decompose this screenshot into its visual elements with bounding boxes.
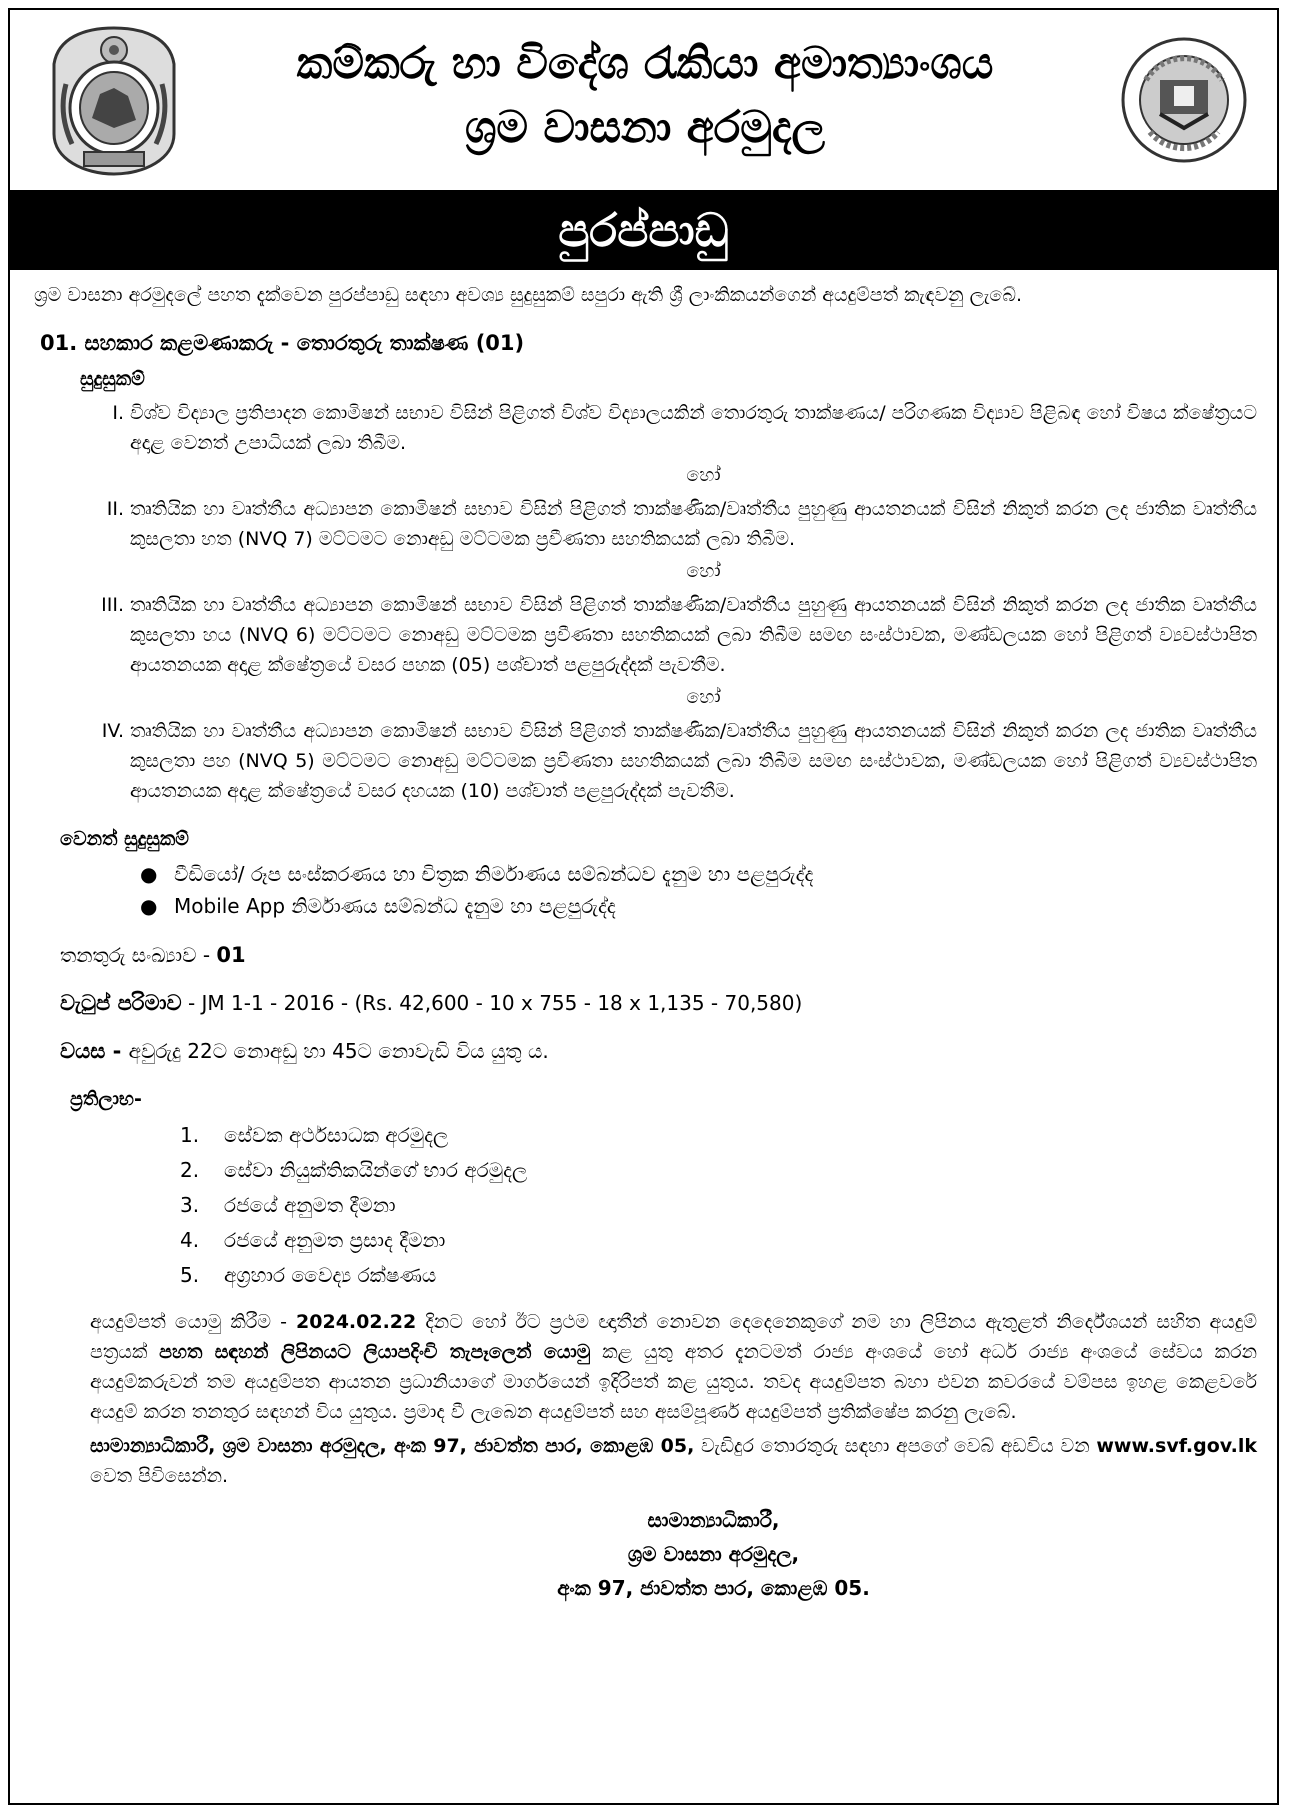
header (10, 10, 1277, 188)
qualification-item (101, 716, 1257, 806)
item-number: III. (101, 594, 124, 616)
qualification-item (112, 398, 1257, 458)
list-item: ● වීඩියෝ/ රූප සංස්කරණය හා චිත්‍රක නිර්මාණය සම්බන්ධව දැනුම හා පළපුරුද්ද (140, 858, 1277, 890)
benefits-heading: ප්‍රතිලාභ- (70, 1088, 142, 1110)
position-title: 01. සහකාර කළමණාකරු - තොරතුරු තාක්ෂණ (01) (40, 331, 525, 355)
list-item: 2. සේවා නියුක්තිකයින්ගේ භාර අරමුදල (180, 1158, 528, 1182)
item-number: IV. (101, 720, 124, 742)
signature-block (150, 1503, 1277, 1605)
other-qualifications-list (140, 858, 1277, 922)
vacancies-count: තනතුරු සංඛ්‍යාව - 01 (60, 943, 246, 967)
qualifications-heading: සුදුසුකම් (80, 368, 145, 390)
fund-seal-icon (1120, 36, 1248, 164)
application-instructions: අයදුම්පත් යොමු කිරීම - 2024.02.22 දිනට හෝ ඊට ප්‍රථම ඥාතීන් නොවන දෙදෙනෙකුගේ නම හා ලිපිනය ඇතුළත් නිර්දේශයන් සහිත අයදුම් පත්‍රයක් පහත සඳහන් ලිපිනයට ලියාපදිංචි තැපෑලෙන් යොමු කළ යුතු අතර දැනටමත් රාජ්‍ය අංශයේ හෝ අර්ධ රාජ්‍ය අංශයේ සේවය කරන අයදුම්කරුවන් තම අයදුම්පත ආයතන ප්‍රධානියාගේ මාර්ගයෙන් ඉදිරිපත් කළ යුතුය. තවද අයදුම්පත බහා එවන කවරයේ වම්පස ඉහළ කෙළවරේ අයදුම් කරන තනතුර සඳහන් විය යුතුය. ප්‍රමාද වී ලැබෙන අයදුම්පත් සහ අසම්පූර්ණ අයදුම්පත් ප්‍රතික්ෂේප කරනු ලැබේ. (90, 1311, 1258, 1423)
signature-line: සාමාන්‍යාධිකාරී, (647, 1508, 780, 1532)
fund-title: ශ්‍රම වාසනා අරමුදල (464, 102, 826, 153)
website-link[interactable]: www.svf.gov.lk (1096, 1435, 1257, 1457)
qualification-item (101, 590, 1257, 680)
ministry-title: කම්කරු හා විදේශ රැකියා අමාත්‍යාංශය (296, 38, 994, 89)
intro-paragraph: ශ්‍රම වාසනා අරමුදලේ පහත දැක්වෙන පුරප්පාඩු සඳහා අවශ්‍ය සුදුසුකම් සපුරා ඇති ශ්‍රී ලාංකිකයන්ගෙන් අයදුම්පත් කැඳවනු ලැබේ. (34, 284, 1022, 306)
sri-lanka-emblem-icon (44, 24, 184, 178)
vacancies-banner: පුරප්පාඩු (10, 190, 1277, 270)
other-qualifications-heading: වෙනත් සුදුසුකම් (60, 828, 189, 850)
deadline-date: 2024.02.22 (296, 1311, 417, 1333)
item-number: I. (112, 402, 124, 424)
signature-line: අංක 97, ජාවත්ත පාර, කොළඹ 05. (557, 1576, 870, 1600)
age-limit: වයස - අවුරුදු 22ට නොඅඩු හා 45ට නොවැඩි විය යුතු ය. (60, 1039, 549, 1063)
item-text: තෘතියික හා වෘත්තීය අධ්‍යාපන කොමිෂන් සභාව විසින් පිළිගත් තාක්ෂණික/වෘත්තීය පුහුණු ආයතනයක් විසින් නිකුත් කරන ලද ජාතික වෘත්තීය කුසලතා හත (NVQ 7) මට්ටමට නොඅඩු මට්ටමක ප්‍රවීණතා සහතිකයක් ලබා තිබීම. (130, 498, 1257, 550)
item-number: II. (106, 498, 124, 520)
list-item: 1. සේවක අර්ථසාධක අරමුදල (180, 1123, 449, 1147)
notice-frame (8, 8, 1279, 1805)
address-paragraph: සාමාන්‍යාධිකාරී, ශ්‍රම වාසනා අරමුදල, අංක 97, ජාවත්ත පාර, කොළඹ 05, වැඩිදුර තොරතුරු සඳහා අපගේ වෙබ් අඩවිය වන www.svf.gov.lk වෙත පිවිසෙන්න. (90, 1435, 1257, 1487)
item-text: තෘතියික හා වෘත්තීය අධ්‍යාපන කොමිෂන් සභාව විසින් පිළිගත් තාක්ෂණික/වෘත්තීය පුහුණු ආයතනයක් විසින් නිකුත් කරන ලද ජාතික වෘත්තීය කුසලතා හය (NVQ 6) මට්ටමට නොඅඩු මට්ටමක ප්‍රවීණතා සහතිකයක් ලබා තිබීම සමඟ සංස්ථාවක, මණ්ඩලයක හෝ පිළිගත් ව්‍යවස්ථාපිත ආයතනයක අදාළ ක්ෂේත්‍රයේ වසර පහක (05) පශ්චාත් පළපුරුද්දක් පැවතීම. (130, 594, 1257, 676)
salary-scale: වැටුප් පරිමාව - JM 1-1 - 2016 - (Rs. 42,600 - 10 x 755 - 18 x 1,135 - 70,580) (60, 991, 803, 1015)
signature-line: ශ්‍රම වාසනා අරමුදල, (627, 1542, 800, 1566)
bullet-icon: ● (140, 894, 158, 918)
benefits-list (180, 1118, 1277, 1293)
notice-body (10, 272, 1277, 1605)
list-item: 4. රජයේ අනුමත ප්‍රසාද දීමනා (180, 1228, 446, 1252)
list-item: 5. අග්‍රහාර වෛද්‍ය රක්ෂණය (180, 1263, 437, 1287)
bullet-icon: ● (140, 862, 158, 886)
or-separator: හෝ (686, 686, 721, 708)
item-text: තෘතියික හා වෘත්තීය අධ්‍යාපන කොමිෂන් සභාව විසින් පිළිගත් තාක්ෂණික/වෘත්තීය පුහුණු ආයතනයක් විසින් නිකුත් කරන ලද ජාතික වෘත්තීය කුසලතා පහ (NVQ 5) මට්ටමට නොඅඩු මට්ටමක ප්‍රවීණතා සහතිකයක් ලබා තිබීම සමඟ සංස්ථාවක, මණ්ඩලයක හෝ පිළිගත් ව්‍යවස්ථාපිත ආයතනයක අදාළ ක්ෂේත්‍රයේ වසර දහයක (10) පශ්චාත් පළපුරුද්දක් පැවතීම. (130, 720, 1257, 802)
list-item: ● Mobile App නිර්මාණය සම්බන්ධ දැනුම හා පළපුරුද්ද (140, 890, 1277, 922)
item-text: විශ්ව විද්‍යාල ප්‍රතිපාදන කොමිෂන් සභාව විසින් පිළිගත් විශ්ව විද්‍යාලයකින් තොරතුරු තාක්ෂණය/ පරිගණක විද්‍යාව පිළිබඳ හෝ විෂය ක්ෂේත්‍රයට අදාළ වෙනත් උපාධියක් ලබා තිබීම. (130, 402, 1257, 454)
qualification-item (106, 494, 1257, 554)
or-separator: හෝ (686, 560, 721, 582)
or-separator: හෝ (686, 464, 721, 486)
list-item: 3. රජයේ අනුමත දීමනා (180, 1193, 396, 1217)
